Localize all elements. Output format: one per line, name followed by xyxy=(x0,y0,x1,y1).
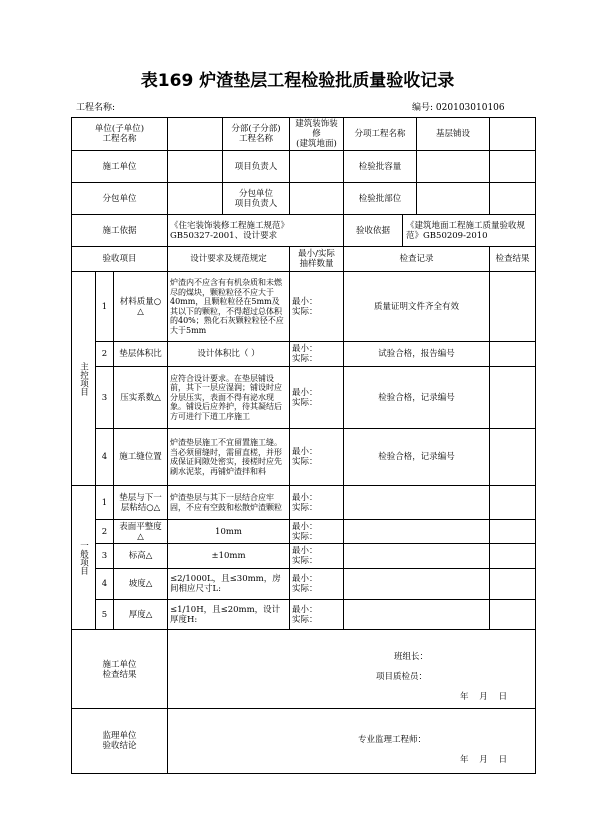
constructor-label: 施工单位 xyxy=(72,151,168,183)
general-group-label: 一般项目 xyxy=(72,486,96,630)
main-item-req: 应符合设计要求。在垫层铺设前，其下一层应湿润；铺设时应分层压实，表面不得有泌水现象。铺设后应养护，待其凝结后方可进行下道工序施工 xyxy=(168,367,290,429)
general-item-sample[interactable]: 最小： 实际： xyxy=(290,544,344,569)
supervisor-label: 专业监理工程师： xyxy=(358,735,427,745)
general-item-name: 坡度△ xyxy=(114,569,168,600)
main-item-no: 3 xyxy=(96,367,114,429)
general-item-sample[interactable]: 最小： 实际： xyxy=(290,600,344,630)
main-item-name: 垫层体积比 xyxy=(114,342,168,367)
general-item-record[interactable] xyxy=(344,600,490,630)
page-title: 表169 炉渣垫层工程检验批质量验收记录 xyxy=(140,71,455,91)
general-item-result[interactable] xyxy=(490,544,536,569)
main-item-no: 1 xyxy=(96,272,114,342)
pm-label: 项目负责人 xyxy=(222,151,289,182)
sub-pm-value[interactable] xyxy=(290,183,344,215)
main-item-name: 材料质量○ △ xyxy=(114,272,168,342)
construction-result-label: 施工单位 检查结果 xyxy=(72,630,168,709)
batch-part-cell xyxy=(344,183,490,215)
constructor-cell xyxy=(168,151,290,183)
supervision-label: 监理单位 验收结论 xyxy=(72,709,168,774)
main-item-req: 炉渣垫层施工不宜留置施工缝。当必须留缝时，需留直槎，并形成保证间隙处密实，接槎时应先刷水泥浆，再铺炉渣拌和料 xyxy=(168,429,290,486)
general-item-result[interactable] xyxy=(490,600,536,630)
main-item-sample[interactable]: 最小： 实际： xyxy=(290,429,344,486)
main-item-sample[interactable]: 最小： 实际： xyxy=(290,272,344,342)
project-name-label: 工程名称: xyxy=(76,103,116,113)
general-item-req: ≤2/1000L，且≤30mm，房间相应尺寸L: xyxy=(168,569,290,600)
main-item-no: 2 xyxy=(96,342,114,367)
main-item-req: 炉渣内不应含有有机杂质和未燃尽的煤块，颗粒粒径不应大于40mm，且颗粒粒径在5mm及其以下的颗粒，不得超过总体积的40%；熟化石灰颗粒粒径不应大于5mm xyxy=(168,272,290,342)
constructor-value[interactable] xyxy=(168,151,222,182)
main-item-record: 检验合格，记录编号 xyxy=(344,429,490,486)
general-item-no: 5 xyxy=(96,600,114,630)
general-item-name: 垫层与下一 层粘结○△ xyxy=(114,486,168,520)
batch-capacity-value[interactable] xyxy=(417,151,489,182)
code-label: 编号: xyxy=(412,103,434,113)
main-item-name: 施工缝位置 xyxy=(114,429,168,486)
col-requirement: 设计要求及规范规定 xyxy=(168,247,290,272)
inspection-table xyxy=(71,117,536,774)
batch-capacity-label: 检验批容量 xyxy=(344,151,417,182)
general-item-no: 2 xyxy=(96,520,114,544)
general-item-result[interactable] xyxy=(490,486,536,520)
main-item-sample[interactable]: 最小： 实际： xyxy=(290,367,344,429)
construction-result-cell[interactable] xyxy=(168,630,536,709)
unit-label: 单位(子单位) 工程名称 xyxy=(72,118,168,151)
batch-part-label: 检验批部位 xyxy=(344,183,417,214)
general-item-name: 标高△ xyxy=(114,544,168,569)
subcontractor-label: 分包单位 xyxy=(72,183,168,215)
subcontractor-value[interactable] xyxy=(168,183,222,214)
general-item-sample[interactable]: 最小： 实际： xyxy=(290,520,344,544)
col-result: 检查结果 xyxy=(490,247,536,272)
general-item-req: ±10mm xyxy=(168,544,290,569)
team-leader-label: 班组长： xyxy=(394,652,429,662)
general-item-result[interactable] xyxy=(490,520,536,544)
accept-basis-label: 验收依据 xyxy=(344,215,403,246)
general-item-req: 10mm xyxy=(168,520,290,544)
general-item-sample[interactable]: 最小： 实际： xyxy=(290,486,344,520)
general-item-record[interactable] xyxy=(344,520,490,544)
subcontractor-cell xyxy=(168,183,290,215)
date-label-2: 年 月 日 xyxy=(460,755,508,765)
item-label: 分项工程名称 xyxy=(344,118,417,150)
main-item-result[interactable] xyxy=(490,367,536,429)
general-item-name: 表面平整度 △ xyxy=(114,520,168,544)
accept-basis-value: 《建筑地面工程施工质量验收规 范》GB50209-2010 xyxy=(406,220,526,241)
item-value[interactable]: 基层铺设 xyxy=(435,129,470,139)
main-item-record: 质量证明文件齐全有效 xyxy=(344,272,490,342)
main-item-sample[interactable]: 最小： 实际： xyxy=(290,342,344,367)
batch-capacity-extra xyxy=(490,151,536,183)
general-item-record[interactable] xyxy=(344,486,490,520)
main-item-result[interactable] xyxy=(490,429,536,486)
quality-inspector-label: 项目质检员： xyxy=(376,672,428,682)
pm-value[interactable] xyxy=(290,151,344,183)
main-item-record: 试验合格，报告编号 xyxy=(344,342,490,367)
item-extra-cell xyxy=(490,118,536,151)
general-item-no: 4 xyxy=(96,569,114,600)
col-record: 检查记录 xyxy=(344,247,490,272)
col-item: 验收项目 xyxy=(72,247,168,272)
basis-value: 《住宅装饰装修工程施工规范》 GB50327-2001、设计要求 xyxy=(168,215,344,247)
general-item-result[interactable] xyxy=(490,569,536,600)
subdiv-value[interactable]: 建筑装饰装修 (建筑地面) xyxy=(290,118,344,151)
general-item-sample[interactable]: 最小： 实际： xyxy=(290,569,344,600)
col-sample: 最小/实际 抽样数量 xyxy=(290,247,344,272)
code-value: 020103010106 xyxy=(435,103,505,113)
main-item-no: 4 xyxy=(96,429,114,486)
batch-part-value[interactable] xyxy=(417,183,489,214)
batch-part-extra xyxy=(490,183,536,215)
main-item-name: 压实系数△ xyxy=(114,367,168,429)
general-item-req: 炉渣垫层与其下一层结合应牢固，不应有空鼓和松散炉渣颗粒 xyxy=(168,486,290,520)
sub-pm-label: 分包单位 项目负责人 xyxy=(222,183,289,214)
subdiv-label: 分部(子分部) 工程名称 xyxy=(222,118,289,150)
main-item-result[interactable] xyxy=(490,342,536,367)
batch-capacity-cell xyxy=(344,151,490,183)
general-item-name: 厚度△ xyxy=(114,600,168,630)
general-item-record[interactable] xyxy=(344,569,490,600)
code-line xyxy=(412,100,505,113)
unit-value-cell[interactable] xyxy=(168,118,290,151)
main-item-record: 检验合格，记录编号 xyxy=(344,367,490,429)
main-item-result[interactable] xyxy=(490,272,536,342)
date-label: 年 月 日 xyxy=(460,692,508,702)
general-item-no: 1 xyxy=(96,486,114,520)
general-item-no: 3 xyxy=(96,544,114,569)
general-item-req: ≤1/10H，且≤20mm，设计厚度H: xyxy=(168,600,290,630)
accept-basis-cell xyxy=(344,215,536,247)
basis-label: 施工依据 xyxy=(72,215,168,247)
item-cell xyxy=(344,118,490,151)
main-item-req: 设计体积比（ ） xyxy=(168,342,290,367)
supervision-cell[interactable] xyxy=(168,709,536,774)
main-group-label: 主控项目 xyxy=(72,272,96,486)
general-item-record[interactable] xyxy=(344,544,490,569)
